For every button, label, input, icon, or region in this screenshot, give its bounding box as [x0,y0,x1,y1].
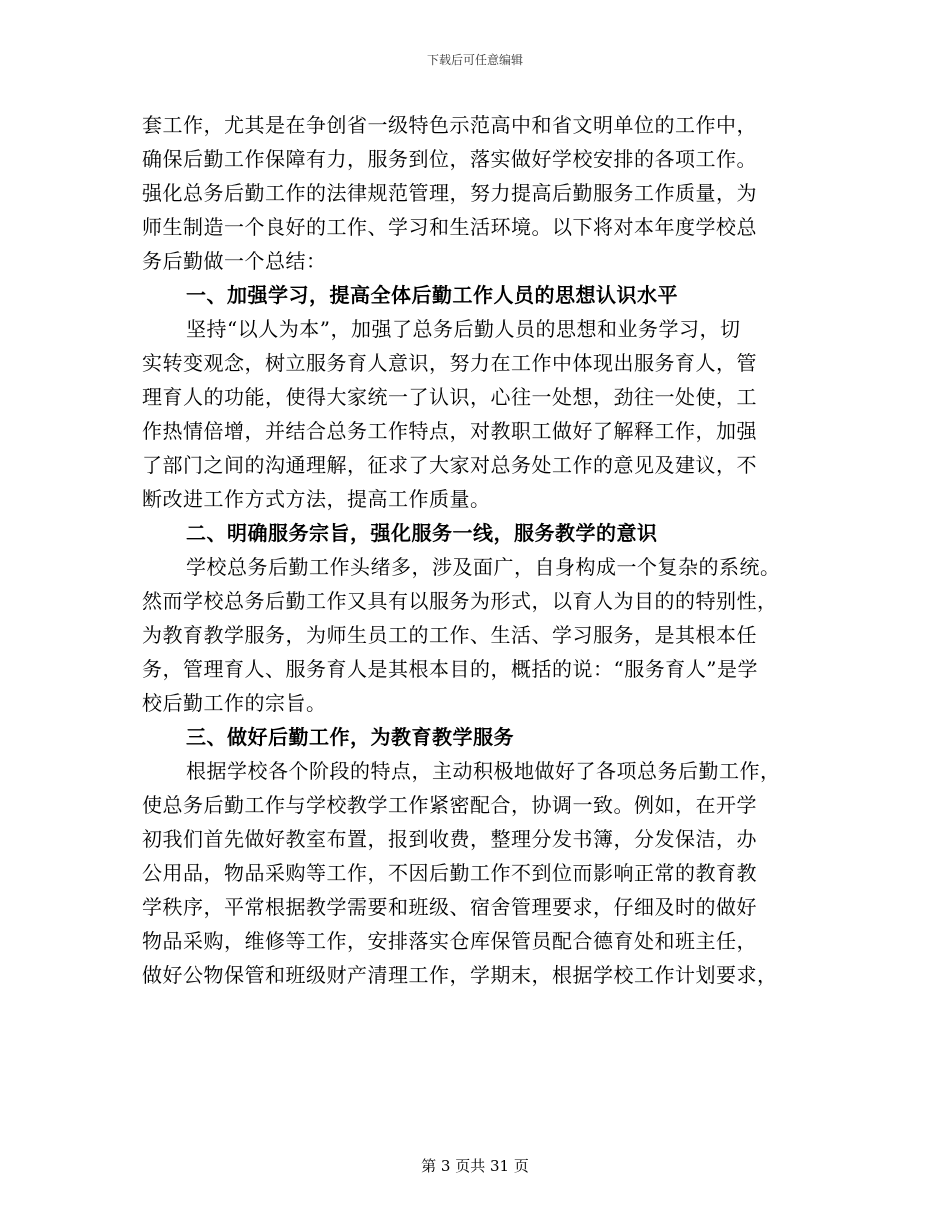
body-line: 确保后勤工作保障有力，服务到位，落实做好学校安排的各项工作。 [142,147,757,171]
body-line: 务，管理育人、服务育人是其根本目的，概括的说：“服务育人”是学 [142,657,758,681]
body-line: 学秩序，平常根据教学需要和班级、宿舍管理要求，仔细及时的做好 [142,895,757,919]
body-line: 然而学校总务后勤工作又具有以服务为形式，以育人为目的的特别性， [142,589,778,613]
section-heading-2: 二、明确服务宗旨，强化服务一线，服务教学的意识 [186,521,658,545]
body-line: 了部门之间的沟通理解，征求了大家对总务处工作的意见及建议，不 [142,453,757,477]
body-line: 校后勤工作的宗旨。 [142,691,327,715]
body-line: 师生制造一个良好的工作、学习和生活环境。以下将对本年度学校总 [142,215,757,239]
section-heading-3: 三、做好后勤工作，为教育教学服务 [186,725,514,749]
body-line: 作热情倍增，并结合总务工作特点，对教职工做好了解释工作，加强 [142,419,757,443]
paragraph-first-line: 学校总务后勤工作头绪多，涉及面广，自身构成一个复杂的系统。 [186,555,781,579]
page-header: 下载后可任意编辑 [426,53,523,67]
paragraph-first-line: 根据学校各个阶段的特点，主动积极地做好了各项总务后勤工作， [186,759,781,783]
body-line: 务后勤做一个总结： [142,249,327,273]
body-line: 为教育教学服务，为师生员工的工作、生活、学习服务，是其根本任 [142,623,757,647]
body-line: 断改进工作方式方法，提高工作质量。 [142,487,491,511]
paragraph-first-line: 坚持“以人为本”，加强了总务后勤人员的思想和业务学习，切 [186,317,741,341]
document-body [142,108,808,992]
body-line: 公用品，物品采购等工作，不因后勤工作不到位而影响正常的教育教 [142,861,757,885]
body-line: 理育人的功能，使得大家统一了认识，心往一处想，劲往一处使，工 [142,385,757,409]
page-number: 第 3 页共 31 页 [421,1157,529,1175]
body-line: 使总务后勤工作与学校教学工作紧密配合，协调一致。例如，在开学 [142,793,757,817]
body-line: 套工作，尤其是在争创省一级特色示范高中和省文明单位的工作中， [142,113,757,137]
section-heading-1: 一、加强学习，提高全体后勤工作人员的思想认识水平 [186,283,678,307]
body-line: 实转变观念，树立服务育人意识，努力在工作中体现出服务育人，管 [142,351,757,375]
body-line: 初我们首先做好教室布置，报到收费，整理分发书簿，分发保洁，办 [142,827,757,851]
body-line: 物品采购，维修等工作，安排落实仓库保管员配合德育处和班主任， [142,929,757,953]
body-line: 做好公物保管和班级财产清理工作，学期末，根据学校工作计划要求， [142,963,778,987]
body-line: 强化总务后勤工作的法律规范管理，努力提高后勤服务工作质量，为 [142,181,757,205]
